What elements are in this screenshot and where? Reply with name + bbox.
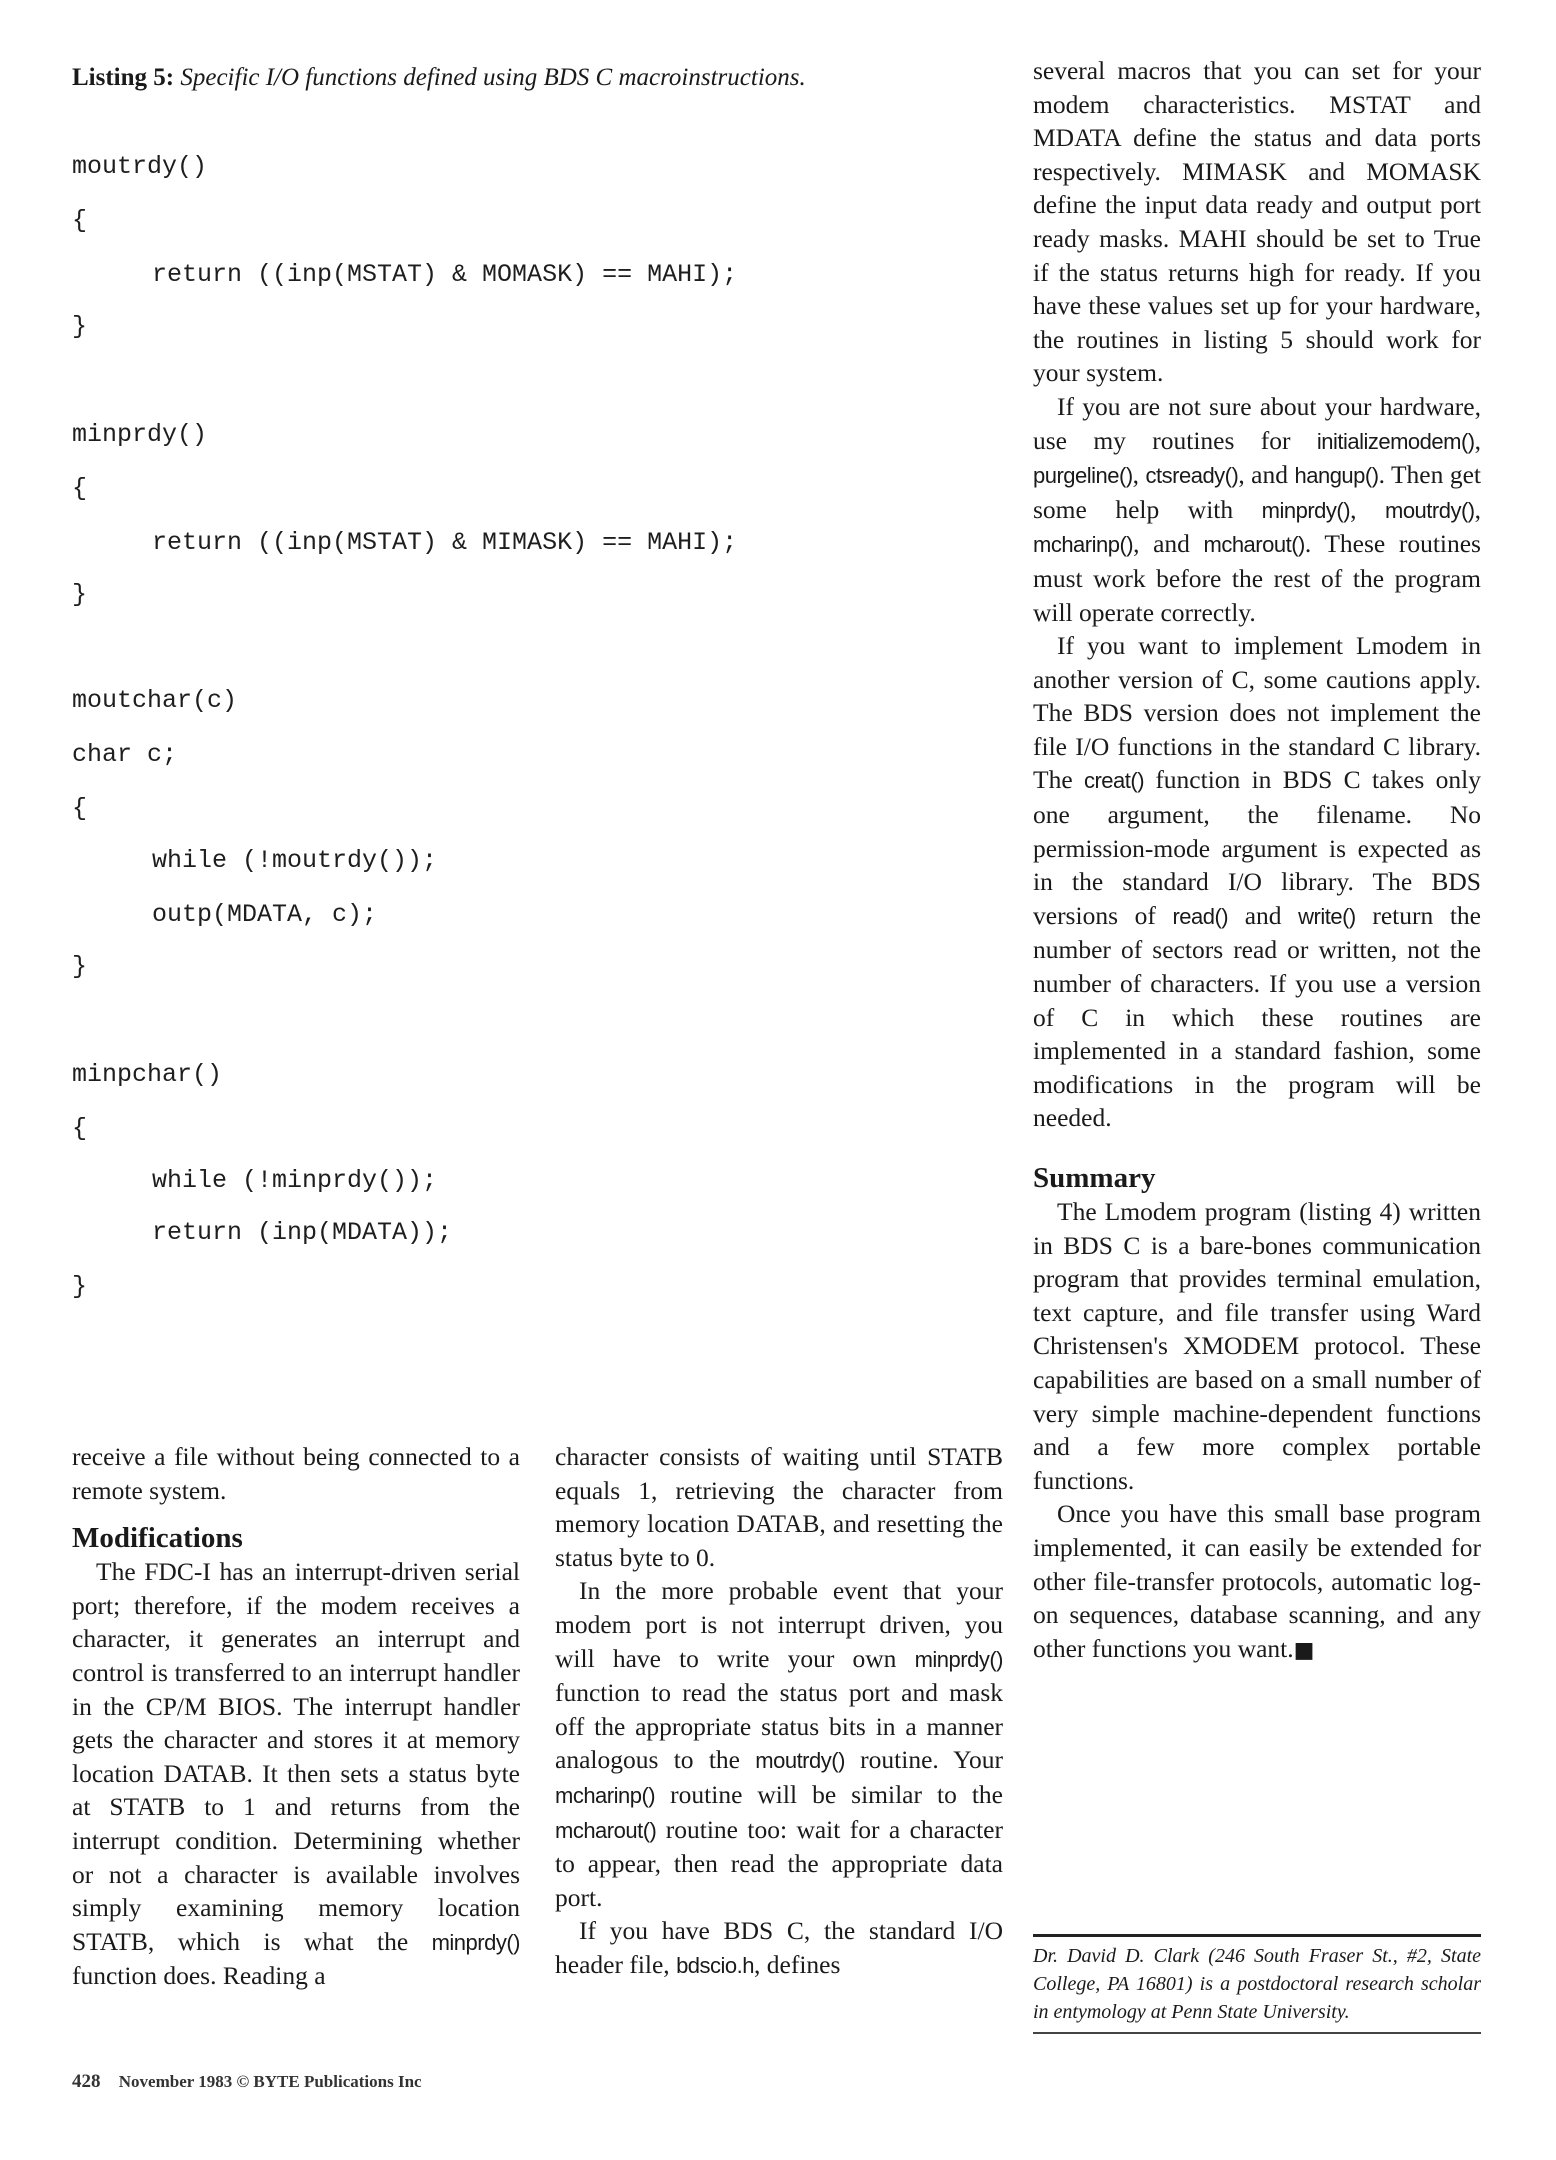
text-run: return the number of sectors read or written, not the number of characters. If you use a version of C in which these routines are implemented in a standard fashion, some modifications in the program will be needed. bbox=[1033, 900, 1482, 1133]
text-run: routine will be similar to the bbox=[655, 1779, 1003, 1809]
text-run: , bbox=[1132, 460, 1146, 490]
listing-label: Listing 5: bbox=[72, 64, 175, 91]
code-line: } bbox=[72, 312, 88, 341]
code-line: return (inp(MDATA)); bbox=[152, 1218, 453, 1247]
function-name: moutrdy() bbox=[755, 1748, 845, 1774]
function-name: minprdy() bbox=[431, 1929, 520, 1955]
code-line: while (!minprdy()); bbox=[152, 1166, 438, 1195]
code-line: while (!moutrdy()); bbox=[152, 846, 438, 875]
text-run: . Then get some help with bbox=[1033, 460, 1481, 524]
column-middle bbox=[555, 1440, 1003, 1983]
paragraph bbox=[1033, 1497, 1481, 1667]
function-name: hangup() bbox=[1294, 463, 1379, 489]
function-name: purgeline() bbox=[1033, 463, 1133, 489]
code-line: } bbox=[72, 952, 88, 981]
text-run: routine. Your bbox=[844, 1745, 1003, 1775]
bio-divider-bottom bbox=[1033, 2032, 1481, 2034]
paragraph bbox=[555, 1914, 1003, 1982]
function-name: mcharinp() bbox=[1033, 532, 1134, 558]
paragraph bbox=[555, 1574, 1003, 1914]
code-line: { bbox=[72, 474, 88, 503]
text-run: and bbox=[1228, 900, 1299, 930]
text-run: , bbox=[1350, 494, 1385, 524]
page-footer bbox=[72, 2070, 772, 2094]
page-number: 428 bbox=[72, 2071, 101, 2092]
function-name: read() bbox=[1172, 903, 1229, 929]
function-name: mcharinp() bbox=[555, 1782, 656, 1808]
file-name: bdscio.h bbox=[676, 1952, 755, 1978]
code-line: outp(MDATA, c); bbox=[152, 900, 378, 929]
paragraph: character consists of waiting until STATB equals 1, retrieving the character from memory location DATAB, and resetting the status byte to 0. bbox=[555, 1442, 1003, 1572]
section-heading-summary: Summary bbox=[1033, 1162, 1156, 1194]
text-run: , bbox=[1474, 494, 1481, 524]
function-name: mcharout() bbox=[1203, 532, 1305, 558]
text-run: If you want to implement Lmodem in another version of C, some cautions apply. The BDS version does not implement the file I/O functions in the standard C library. The bbox=[1033, 631, 1481, 795]
text-run: function does. Reading a bbox=[72, 1961, 326, 1991]
column-left bbox=[72, 1440, 520, 1993]
code-line: minprdy() bbox=[72, 420, 208, 449]
text-run: function in BDS C takes only one argument, the filename. No permission-mode argument is expected as in the standard I/O library. The BDS versions of bbox=[1033, 765, 1481, 930]
text-run: Once you have this small base program implemented, it can easily be extended for other file-transfer protocols, automatic log-on sequences, database scanning, and any other functions you want. bbox=[1033, 1499, 1481, 1663]
code-line: char c; bbox=[72, 740, 178, 769]
text-run: , bbox=[1474, 425, 1481, 455]
text-run: function to read the status port and mask off the appropriate status bits in a manner analogous to the bbox=[555, 1678, 1003, 1775]
function-name: minprdy() bbox=[914, 1646, 1003, 1672]
text-run: , defines bbox=[754, 1949, 841, 1979]
code-line: moutrdy() bbox=[72, 152, 208, 181]
end-mark-icon: ■ bbox=[1293, 1637, 1315, 1663]
code-line: { bbox=[72, 794, 88, 823]
column-right bbox=[1033, 54, 1481, 1667]
function-name: initializemodem() bbox=[1316, 428, 1475, 454]
code-line: minpchar() bbox=[72, 1060, 223, 1089]
function-name: moutrdy() bbox=[1385, 497, 1475, 523]
code-line: { bbox=[72, 1114, 88, 1143]
text-run: If you have BDS C, the standard I/O header file, bbox=[555, 1916, 1003, 1979]
code-line: moutchar(c) bbox=[72, 686, 238, 715]
code-line: } bbox=[72, 580, 88, 609]
text-run: , and bbox=[1238, 460, 1295, 490]
text-run: . These routines must work before the rest of the program will operate correctly. bbox=[1033, 529, 1481, 627]
text-run: The FDC-I has an interrupt-driven serial port; therefore, if the modem receives a character, it generates an interrupt and control is transferred to an interrupt handler in the CP/M BIOS. The interrupt handler gets the character and stores it at memory location DATAB. It then sets a status byte at STATB to 1 and returns from the interrupt condition. Determining whether or not a character is available involves simply examining memory location STATB, which is what the bbox=[72, 1557, 520, 1956]
paragraph bbox=[1033, 629, 1481, 1135]
function-name: minprdy() bbox=[1261, 497, 1351, 523]
code-line: return ((inp(MSTAT) & MIMASK) == MAHI); bbox=[152, 528, 738, 557]
code-line: return ((inp(MSTAT) & MOMASK) == MAHI); bbox=[152, 260, 738, 289]
footer-text: November 1983 © BYTE Publications Inc bbox=[118, 2072, 422, 2091]
paragraph bbox=[72, 1555, 520, 1993]
text-run: If you are not sure about your hardware, use my routines for bbox=[1033, 391, 1481, 455]
code-line: { bbox=[72, 206, 88, 235]
code-line: } bbox=[72, 1272, 88, 1301]
paragraph: The Lmodem program (listing 4) written in BDS C is a bare-bones communication program that provides terminal emulation, text capture, and file transfer using Ward Christensen's XMODEM protocol. These capabilities are based on a small number of very simple machine-dependent functions and a few more complex portable functions. bbox=[1033, 1197, 1481, 1495]
paragraph: receive a file without being connected to a remote system. bbox=[72, 1442, 520, 1505]
author-bio: Dr. David D. Clark (246 South Fraser St., #2, State College, PA 16801) is a postdoctoral research scholar in entymology at Penn State University. bbox=[1033, 1945, 1481, 2023]
listing-caption-text: Specific I/O functions defined using BDS C macroinstructions. bbox=[180, 64, 806, 91]
section-heading-modifications: Modifications bbox=[72, 1522, 243, 1555]
function-name: write() bbox=[1298, 903, 1356, 929]
text-run: routine too: wait for a character to appear, then read the appropriate data port. bbox=[555, 1814, 1003, 1912]
text-run: In the more probable event that your modem port is not interrupt driven, you will have to write your own bbox=[555, 1576, 1003, 1673]
bio-divider-top bbox=[1033, 1934, 1481, 1937]
text-run: , and bbox=[1133, 529, 1204, 559]
function-name: mcharout() bbox=[555, 1817, 657, 1843]
paragraph bbox=[1033, 390, 1481, 629]
paragraph: several macros that you can set for your modem characteristics. MSTAT and MDATA define the status and data ports respectively. MIMASK and MOMASK define the input data ready and output port ready masks. MAHI should be set to True if the status returns high for ready. If you have these values set up for your hardware, the routines in listing 5 should work for your system. bbox=[1033, 56, 1481, 388]
listing-caption bbox=[72, 62, 972, 94]
function-name: ctsready() bbox=[1145, 463, 1239, 489]
function-name: creat() bbox=[1083, 768, 1145, 794]
